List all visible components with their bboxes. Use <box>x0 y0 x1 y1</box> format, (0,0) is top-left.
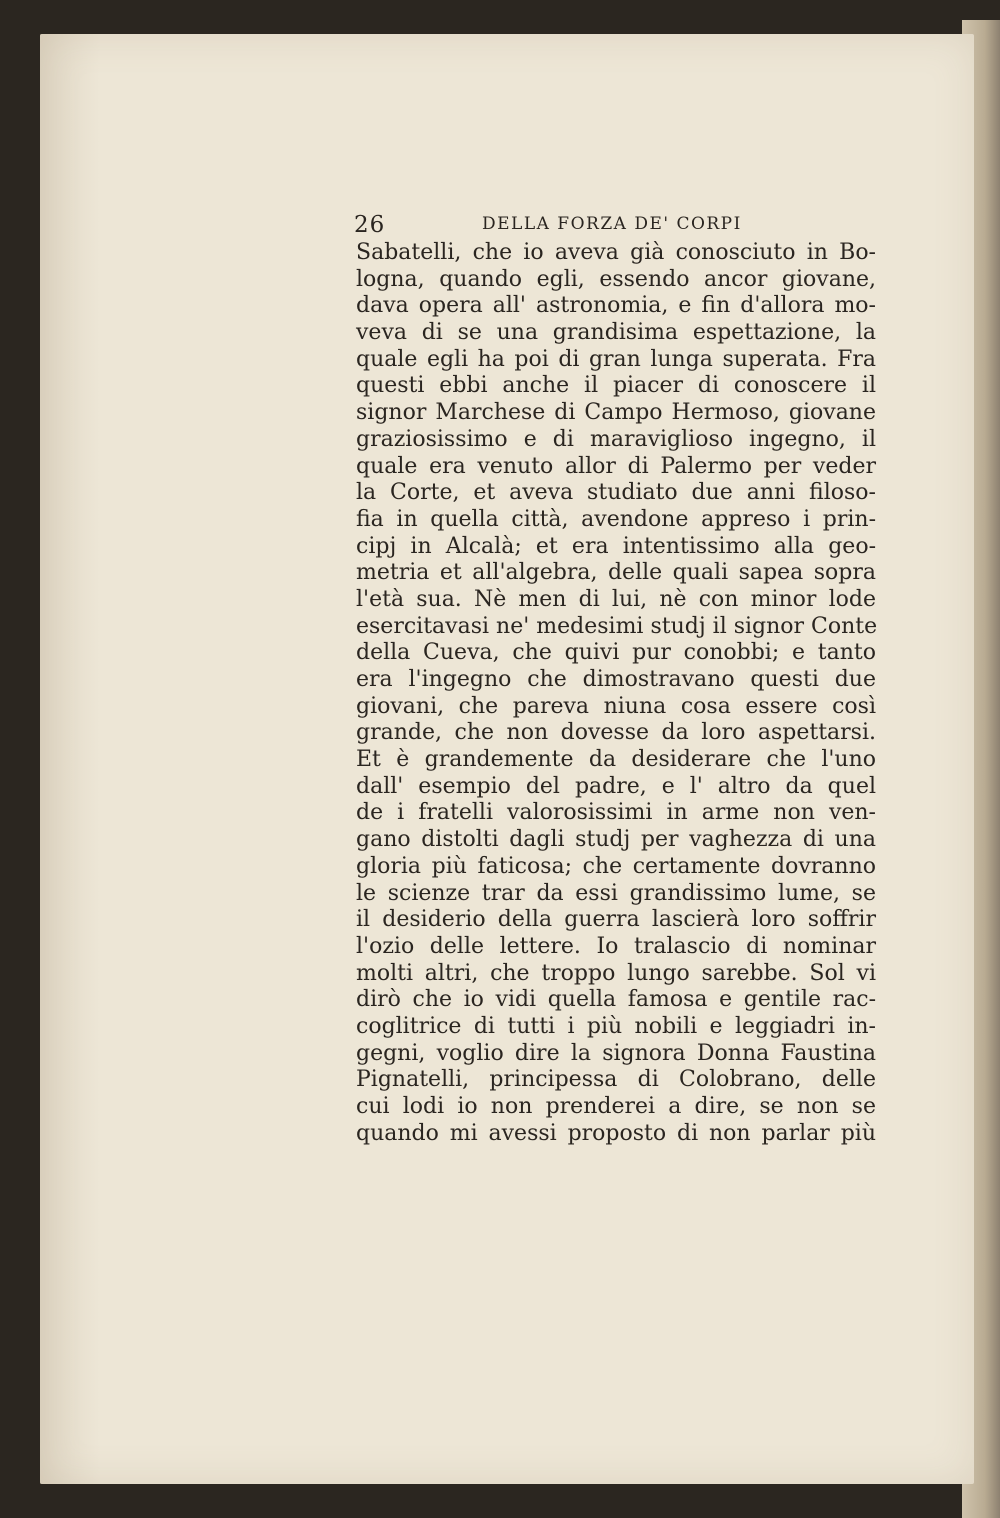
text-line: coglitrice di tutti i più nobili e leggiadri in- <box>356 1013 876 1039</box>
text-line: dall' esempio del padre, e l' altro da quel <box>356 773 876 799</box>
text-line: l'età sua. Nè men di lui, nè con minor lode <box>356 586 876 612</box>
text-line: quando mi avessi proposto di non parlar più <box>356 1120 876 1146</box>
text-line: de i fratelli valorosissimi in arme non ven- <box>356 800 876 826</box>
text-line: le scienze trar da essi grandissimo lume, se <box>356 880 876 906</box>
text-line: Pignatelli, principessa di Colobrano, delle <box>356 1067 876 1093</box>
text-line: il desiderio della guerra lascierà loro soffrir <box>356 907 876 933</box>
text-line: l'ozio delle lettere. Io tralascio di nominar <box>356 933 876 959</box>
text-line: cipj in Alcalà; et era intentissimo alla geo- <box>356 533 876 559</box>
text-line: quale era venuto allor di Palermo per veder <box>356 453 876 479</box>
text-line: cui lodi io non prenderei a dire, se non se <box>356 1094 876 1119</box>
text-line: la Corte, et aveva studiato due anni filoso- <box>356 480 876 506</box>
text-line: gegni, voglio dire la signora Donna Faustina <box>356 1040 876 1066</box>
text-line: dirò che io vidi quella famosa e gentile rac- <box>356 987 876 1013</box>
text-line: Et è grandemente da desiderare che l'uno <box>356 747 876 773</box>
text-line: fia in quella città, avendone appreso i prin- <box>356 506 876 532</box>
text-line: gano distolti dagli studj per vaghezza di una <box>356 827 876 853</box>
text-line: veva di se una grandisima espettazione, la <box>356 320 876 346</box>
text-line: della Cueva, che quivi pur conobbi; e tanto <box>356 640 876 666</box>
page-number: 26 <box>354 212 386 238</box>
text-line: Sabatelli, che io aveva già conosciuto in Bo- <box>356 240 876 265</box>
text-line: esercitavasi ne' medesimi studj il signor Conte <box>356 613 878 639</box>
text-line: metria et all'algebra, delle quali sapea sopra <box>356 560 876 586</box>
text-line: giovani, che pareva niuna cosa essere così <box>356 693 876 719</box>
text-line: gloria più faticosa; che certamente dovranno <box>356 853 876 879</box>
text-line: grande, che non dovesse da loro aspettarsi. <box>356 720 876 746</box>
text-line: quale egli ha poi di gran lunga superata. Fra <box>356 346 876 372</box>
text-line: molti altri, che troppo lungo sarebbe. Sol vi <box>356 960 876 986</box>
text-line: logna, quando egli, essendo ancor giovane, <box>356 266 876 292</box>
page-gutter-shadow <box>40 34 100 1484</box>
page-header <box>352 212 872 242</box>
text-line: graziosissimo e di maraviglioso ingegno, il <box>356 426 876 452</box>
text-line: questi ebbi anche il piacer di conoscere il <box>356 373 876 399</box>
body-text <box>356 240 876 1147</box>
text-line: signor Marchese di Campo Hermoso, giovane <box>356 400 876 426</box>
text-line: era l'ingegno che dimostravano questi due <box>356 667 876 692</box>
running-title: DELLA FORZA DE' CORPI <box>482 214 742 234</box>
text-line: dava opera all' astronomia, e fin d'allora mo- <box>356 293 876 319</box>
